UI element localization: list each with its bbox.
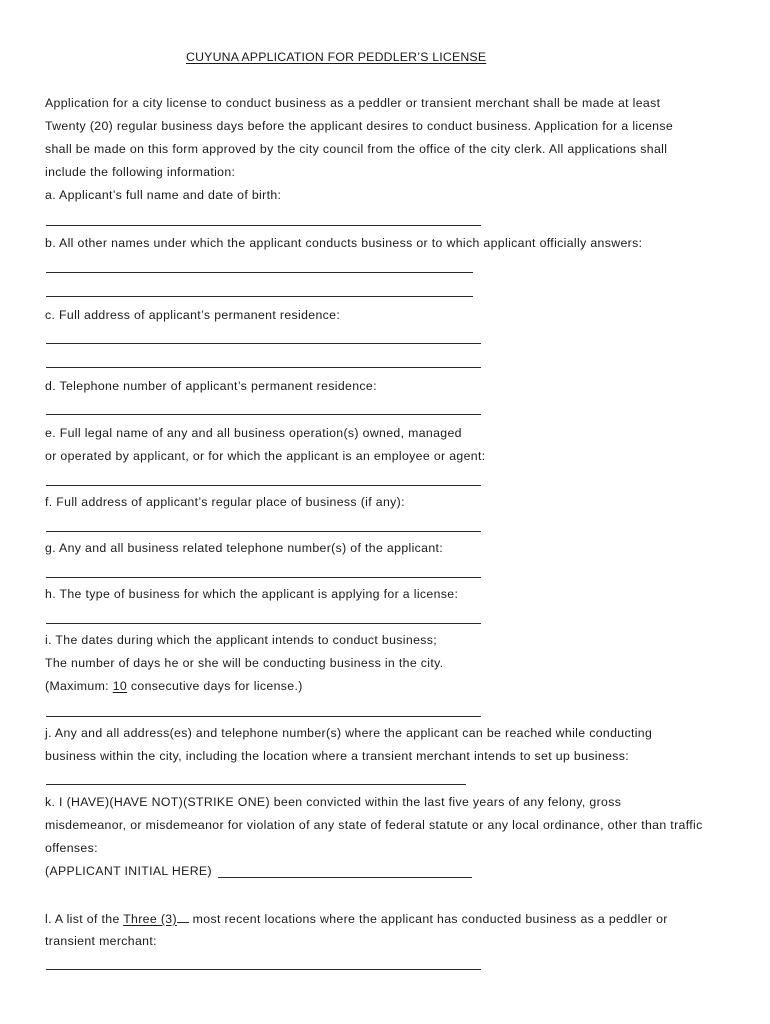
form-title: CUYUNA APPLICATION FOR PEDDLER’S LICENSE <box>186 50 487 64</box>
item-k-label-2: misdemeanor, or misdemeanor for violation of any state of federal statute or any local ordinance, other than traffic <box>45 818 703 832</box>
intro-line-1: Application for a city license to conduct business as a peddler or transient merchant shall be made at least <box>45 96 661 110</box>
item-j-label-1: j. Any and all address(es) and telephone number(s) where the applicant can be reached while conducting <box>45 726 653 740</box>
item-f-label: f. Full address of applicant’s regular place of business (if any): <box>45 495 405 509</box>
item-i-label-2: The number of days he or she will be conducting business in the city. <box>45 656 444 670</box>
item-i-maximum-days-value: 10 <box>112 679 128 693</box>
intro-line-3: shall be made on this form approved by the city council from the office of the city clerk. All applications shall <box>45 142 668 156</box>
item-c-residence-field-1[interactable] <box>46 343 481 344</box>
item-h-business-type-field[interactable] <box>46 623 481 624</box>
item-f-business-address-field[interactable] <box>46 531 481 532</box>
item-k-label-1: k. I (HAVE)(HAVE NOT)(STRIKE ONE) been convicted within the last five years of any felony, gross <box>45 795 622 809</box>
item-l-prefix: l. A list of the <box>45 912 124 926</box>
item-a-name-dob-field[interactable] <box>46 225 481 226</box>
item-b-other-names-field-1[interactable] <box>46 272 473 273</box>
item-d-telephone-field[interactable] <box>46 414 481 415</box>
item-j-contact-address-field[interactable] <box>46 784 466 785</box>
item-c-label: c. Full address of applicant’s permanent residence: <box>45 308 341 322</box>
item-h-label: h. The type of business for which the applicant is applying for a license: <box>45 587 459 601</box>
item-k-initial-label: (APPLICANT INITIAL HERE) <box>45 864 212 878</box>
item-j-label-2: business within the city, including the location where a transient merchant intends to set up business: <box>45 749 630 763</box>
item-i-label-3 <box>45 679 303 693</box>
item-i-maximum-suffix: consecutive days for license.) <box>127 679 303 693</box>
item-l-suffix: most recent locations where the applicant has conducted business as a peddler or <box>188 912 668 926</box>
item-i-maximum-prefix: (Maximum: <box>45 679 113 693</box>
item-l-locations-field[interactable] <box>46 969 481 970</box>
item-e-label-2: or operated by applicant, or for which the applicant is an employee or agent: <box>45 449 486 463</box>
item-l-label-2: transient merchant: <box>45 934 157 948</box>
item-d-label: d. Telephone number of applicant’s permanent residence: <box>45 379 377 393</box>
item-b-label: b. All other names under which the applicant conducts business or to which applicant officially answers: <box>45 236 643 250</box>
item-e-business-name-field[interactable] <box>46 485 481 486</box>
item-e-label-1: e. Full legal name of any and all business operation(s) owned, managed <box>45 426 462 440</box>
item-a-label: a. Applicant’s full name and date of birth: <box>45 188 282 202</box>
item-g-business-phone-field[interactable] <box>46 577 481 578</box>
item-k-label-3: offenses: <box>45 841 98 855</box>
item-i-dates-field[interactable] <box>46 716 481 717</box>
intro-line-4: include the following information: <box>45 165 236 179</box>
item-i-label-1: i. The dates during which the applicant intends to conduct business; <box>45 633 438 647</box>
item-g-label: g. Any and all business related telephone number(s) of the applicant: <box>45 541 444 555</box>
item-k-applicant-initial-field[interactable] <box>218 877 472 878</box>
item-c-residence-field-2[interactable] <box>46 367 481 368</box>
intro-line-2: Twenty (20) regular business days before the applicant desires to conduct business. Application for a license <box>45 119 674 133</box>
item-b-other-names-field-2[interactable] <box>46 296 473 297</box>
item-l-label-1 <box>45 910 668 926</box>
item-l-count-underline-tail <box>177 910 189 923</box>
item-l-count-value: Three (3) <box>123 912 177 926</box>
